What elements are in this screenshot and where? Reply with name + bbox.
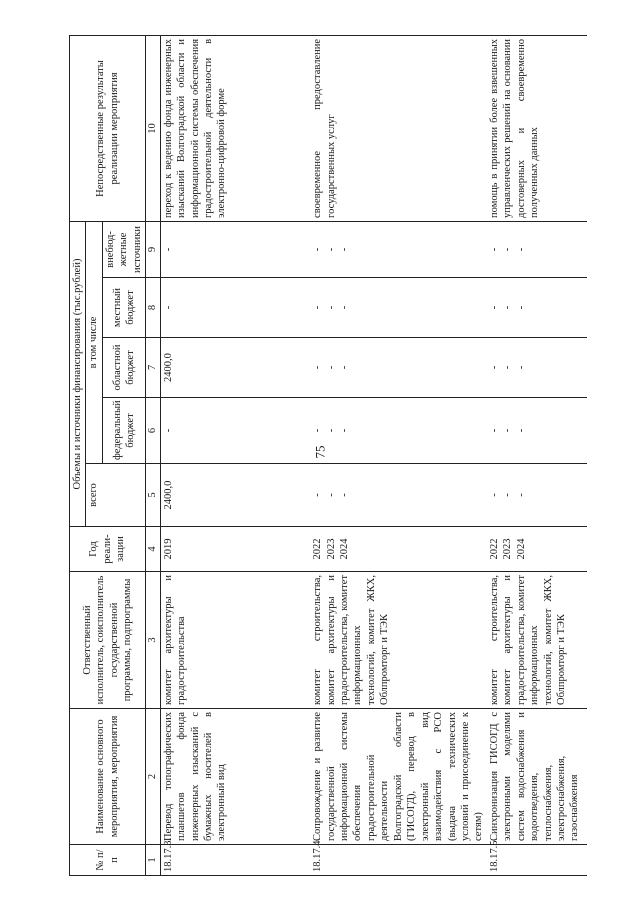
regional-value: - [339, 365, 350, 370]
federal-value: - [515, 428, 527, 433]
row-name: Перевод топографических планшетов фонда инженерных изысканий с бумажных носителей в электронный вид [160, 709, 310, 845]
federal-value: - [162, 428, 174, 433]
header-regional: областной бюджет [102, 338, 145, 398]
total-value: 2400,0 [162, 480, 174, 510]
header-num: № п/п [70, 845, 146, 876]
header-funding: Объемы и источники финансирования (тыс.рублей) [70, 221, 86, 526]
total-value: - [515, 493, 527, 497]
column-number: 2 [146, 709, 160, 845]
federal-value: - [339, 428, 350, 433]
header-result: Непосредственные результаты реализации мероприятия [70, 35, 146, 221]
row-regional [160, 338, 310, 398]
column-number: 4 [146, 527, 160, 572]
header-row-1 [70, 35, 86, 875]
offbudget-value: - [325, 247, 337, 252]
total-value: - [325, 493, 337, 497]
federal-value: - [502, 428, 514, 433]
header-in-that: в том числе [86, 221, 102, 463]
column-number-row [146, 35, 160, 875]
funding-table [69, 35, 587, 876]
header-name: Наименование основного мероприятия, мероприятия [70, 709, 146, 845]
regional-value: 2400,0 [162, 353, 174, 382]
page-number: 75 [312, 445, 328, 459]
row-result: своевременное предоставление государственных услуг [310, 35, 487, 221]
offbudget-value: - [488, 247, 500, 252]
row-name: Сопровождение и развитие государственной информационной системы обеспечения градостроительной деятельности Волгоградской области (ГИСОГД), перевод в электронный вид взаимодействия с РСО (выдача технических условий и присоединение к сетям) [310, 709, 487, 845]
column-number: 1 [146, 845, 160, 876]
offbudget-value: - [515, 247, 527, 252]
regional-value: - [312, 365, 324, 370]
column-number: 8 [146, 278, 160, 338]
row-years [160, 527, 310, 572]
row-responsible: комитет строительства, комитет архитектуры и градостроительства, комитет информационных технологий, комитет ЖКХ, Облпромторг и ТЭК [487, 572, 587, 709]
row-responsible: комитет архитектуры и градостроительства [160, 572, 310, 709]
federal-value: - [312, 428, 324, 433]
offbudget-value: - [502, 247, 514, 252]
row-num: 18.17.5. [487, 845, 587, 876]
row-local [160, 278, 310, 338]
local-value: - [312, 305, 324, 310]
year-value: 2024 [515, 538, 527, 560]
regional-value: - [325, 365, 337, 370]
row-num: 18.17.4. [310, 845, 487, 876]
header-local: местный бюджет [102, 278, 145, 338]
total-value: - [312, 493, 324, 497]
table-row [310, 35, 487, 875]
local-value: - [339, 305, 350, 310]
row-federal [160, 398, 310, 464]
row-federal [487, 398, 587, 464]
regional-value: - [502, 365, 514, 370]
column-number: 7 [146, 338, 160, 398]
row-total [160, 464, 310, 527]
offbudget-value: - [162, 247, 174, 252]
year-value: 2022 [488, 538, 500, 560]
year-value: 2023 [502, 538, 514, 560]
row-years [487, 527, 587, 572]
row-total [487, 464, 587, 527]
row-offbudget [487, 221, 587, 277]
header-responsible: Ответственный исполнитель, соисполнитель государственной программы, подпрограммы [70, 572, 146, 709]
header-offbudget: внебюд-жетные источники [102, 221, 145, 277]
federal-value: - [488, 428, 500, 433]
table-row [487, 35, 587, 875]
year-value: 2019 [162, 538, 174, 560]
header-total: всего [86, 464, 146, 527]
row-regional [310, 338, 487, 398]
row-regional [487, 338, 587, 398]
row-years [310, 527, 487, 572]
row-federal [310, 398, 487, 464]
rotated-table-wrapper [69, 36, 617, 876]
row-responsible: комитет строительства, комитет архитектуры и градостроительства, комитет информационных технологий, комитет ЖКХ, Облпромторг и ТЭК [310, 572, 487, 709]
column-number: 9 [146, 221, 160, 277]
local-value: - [502, 305, 514, 310]
total-value: - [488, 493, 500, 497]
row-num: 18.17.3. [160, 845, 310, 876]
regional-value: - [488, 365, 500, 370]
year-value: 2022 [312, 538, 324, 560]
column-number: 6 [146, 398, 160, 464]
offbudget-value: - [339, 247, 350, 252]
column-number: 5 [146, 464, 160, 527]
year-value: 2024 [339, 538, 350, 560]
local-value: - [325, 305, 337, 310]
row-local [310, 278, 487, 338]
offbudget-value: - [312, 247, 324, 252]
row-total [310, 464, 487, 527]
row-offbudget [310, 221, 487, 277]
column-number: 10 [146, 35, 160, 221]
year-value: 2023 [325, 538, 337, 560]
federal-value: - [325, 428, 337, 433]
header-year: Год реали-зации [70, 527, 146, 572]
local-value: - [162, 305, 174, 310]
column-number: 3 [146, 572, 160, 709]
local-value: - [515, 305, 527, 310]
local-value: - [488, 305, 500, 310]
row-offbudget [160, 221, 310, 277]
row-result: помощь в принятии более взвешенных управленческих решений на основании достоверных и своевременно полученных данных [487, 35, 587, 221]
total-value: - [339, 493, 350, 497]
table-row [160, 35, 310, 875]
row-result: переход к ведению фонда инженерных изысканий Волгоградской области и информационной системы обеспечения градостроительной деятельности в электронно-цифровой форме [160, 35, 310, 221]
total-value: - [502, 493, 514, 497]
header-federal: федеральный бюджет [102, 398, 145, 464]
row-name: Синхронизация ГИСОГД с электронными моделями систем водоснабжения и водоотведения, теплоснабжения, электроснабжения, газоснабжения [487, 709, 587, 845]
regional-value: - [515, 365, 527, 370]
row-local [487, 278, 587, 338]
